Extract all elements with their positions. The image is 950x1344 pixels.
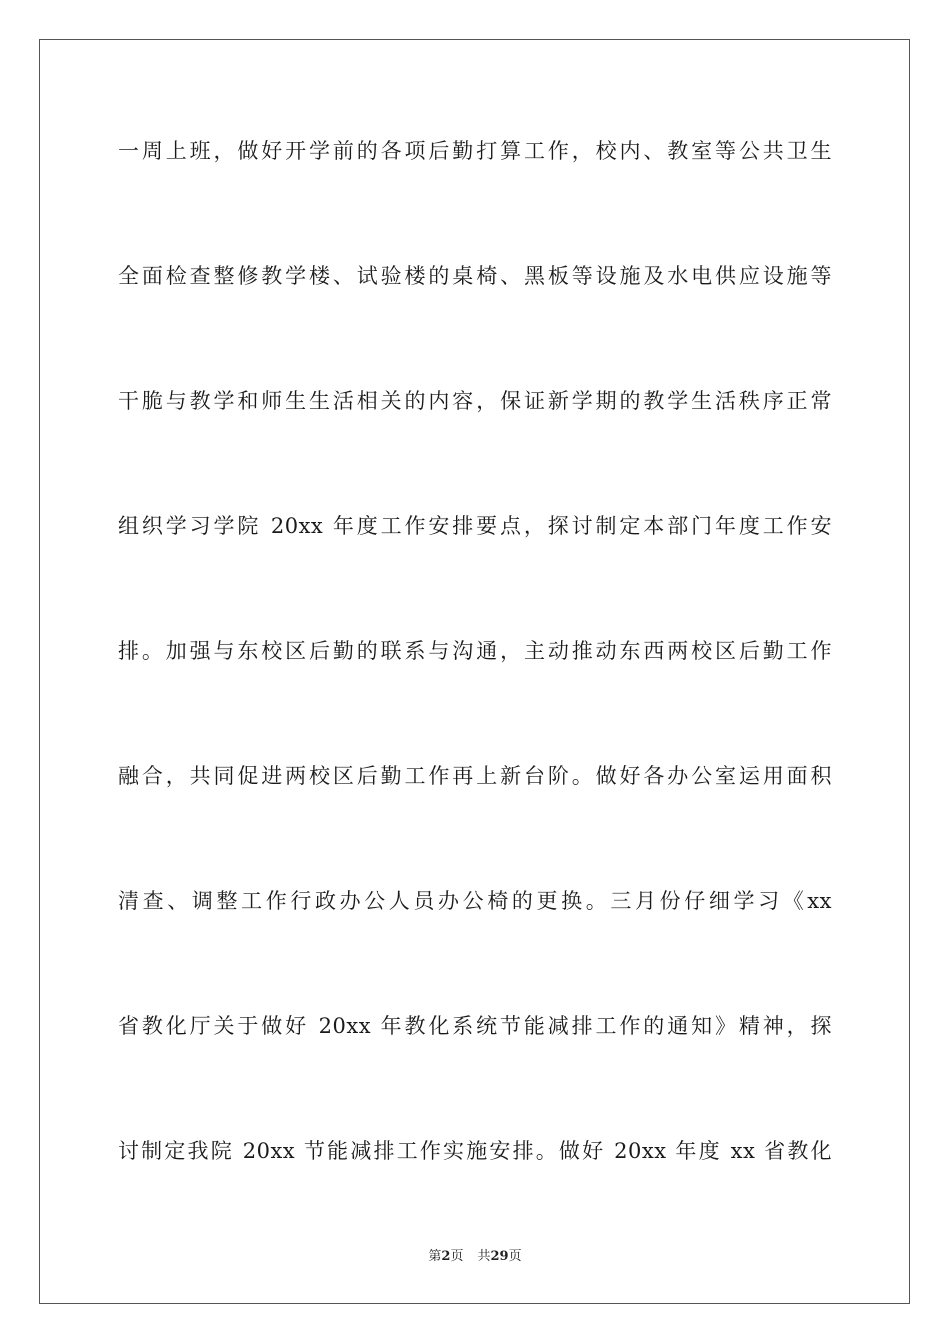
page-current: 2 — [441, 1249, 451, 1264]
text-line-5: 排。加强与东校区后勤的联系与沟通，主动推动东西两校区后勤工作 — [118, 639, 832, 663]
total-suffix: 页 — [508, 1249, 522, 1264]
text-line-7: 清查、调整工作行政办公人员办公椅的更换。三月份仔细学习《xx — [118, 889, 832, 913]
text-line-4: 组织学习学院 20xx 年度工作安排要点，探讨制定本部门年度工作安 — [118, 514, 832, 538]
page-total: 29 — [490, 1249, 509, 1264]
page-border — [39, 39, 910, 1304]
text-line-6: 融合，共同促进两校区后勤工作再上新台阶。做好各办公室运用面积 — [118, 764, 832, 788]
total-prefix: 共 — [477, 1249, 491, 1264]
page-suffix: 页 — [450, 1249, 464, 1264]
text-line-8: 省教化厅关于做好 20xx 年教化系统节能减排工作的通知》精神，探 — [118, 1014, 832, 1038]
page-footer — [0, 1248, 950, 1266]
text-line-9: 讨制定我院 20xx 节能减排工作实施安排。做好 20xx 年度 xx 省教化 — [118, 1139, 832, 1163]
text-line-3: 干脆与教学和师生生活相关的内容，保证新学期的教学生活秩序正常 — [118, 389, 832, 413]
text-line-1: 一周上班，做好开学前的各项后勤打算工作，校内、教室等公共卫生 — [118, 139, 832, 163]
text-line-2: 全面检查整修教学楼、试验楼的桌椅、黑板等设施及水电供应设施等 — [118, 264, 832, 288]
page-prefix: 第 — [428, 1249, 442, 1264]
